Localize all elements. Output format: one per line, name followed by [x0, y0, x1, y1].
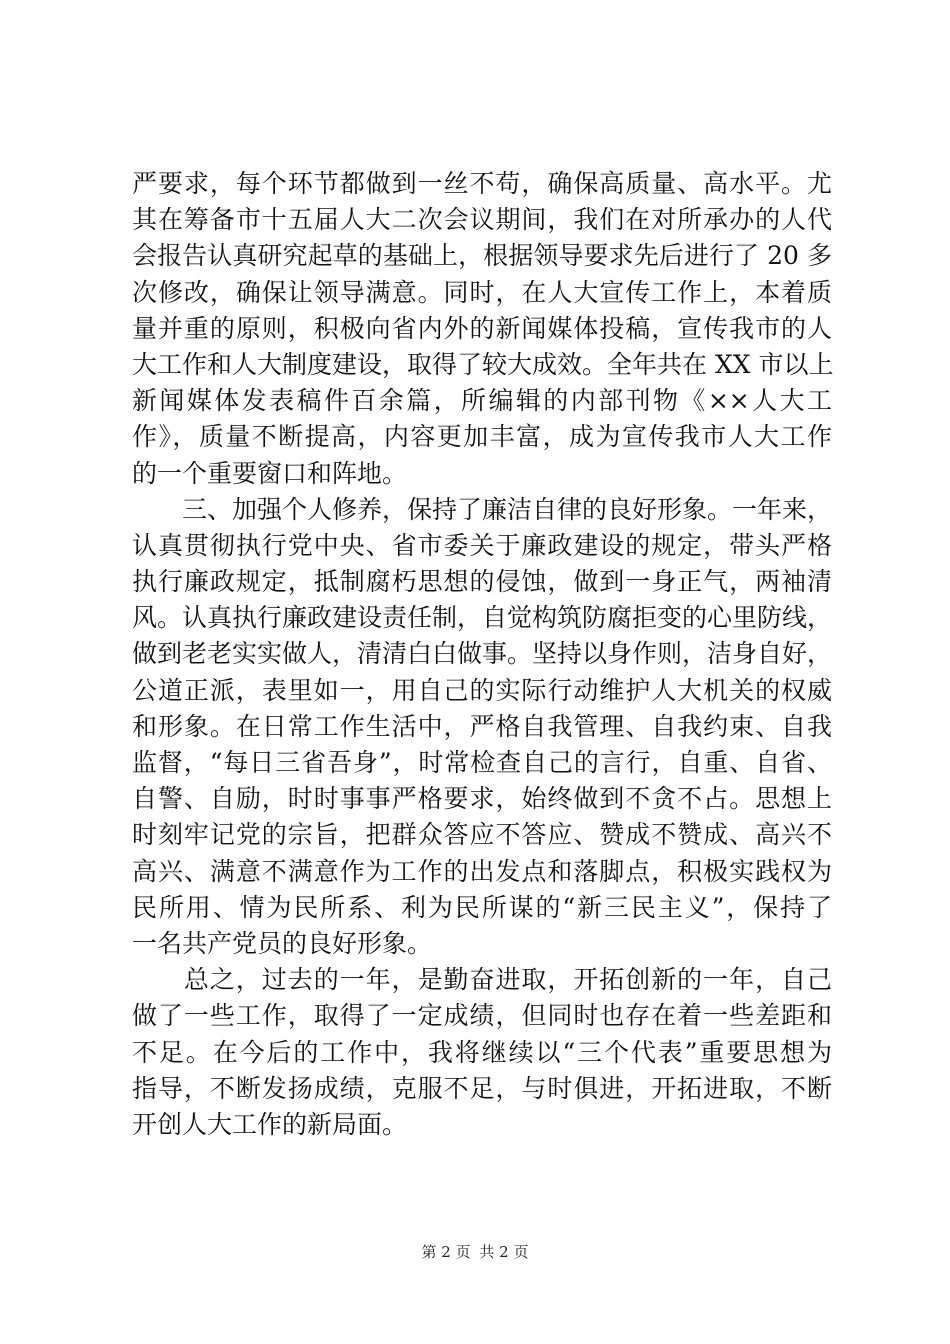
text-line: 风。认真执行廉政建设责任制，自觉构筑防腐拒变的心里防线， [132, 603, 833, 633]
text-line: 做到老老实实做人，清清白白做事。坚持以身作则，洁身自好， [132, 639, 833, 669]
text-line: 的一个重要窗口和阵地。 [132, 458, 408, 488]
text-line: 开创人大工作的新局面。 [132, 1109, 408, 1139]
text-line: 监督，“每日三省吾身”，时常检查自己的言行，自重、自省、 [132, 748, 832, 777]
text-line: 民所用、情为民所系、利为民所谋的“新三民主义”，保持了 [132, 892, 832, 922]
text-line: 时刻牢记党的宗旨，把群众答应不答应、赞成不赞成、高兴不 [132, 820, 832, 850]
text-line: 认真贯彻执行党中央、省市委关于廉政建设的规定，带头严格 [132, 530, 832, 560]
text-line: 会报告认真研究起草的基础上，根据领导要求先后进行了 20 多 [132, 241, 832, 271]
text-line: 大工作和人大制度建设，取得了较大成效。全年共在 XX 市以上 [132, 349, 834, 379]
text-line: 三、加强个人修养，保持了廉洁自律的良好形象。一年来， [132, 494, 833, 524]
text-line: 作》，质量不断提高，内容更加丰富，成为宣传我市人大工作 [132, 422, 832, 452]
page-total: 共 2 页 [479, 1243, 529, 1261]
text-line: 和形象。在日常工作生活中，严格自我管理、自我约束、自我 [132, 711, 832, 741]
text-line: 执行廉政规定，抵制腐朽思想的侵蚀，做到一身正气，两袖清 [132, 567, 832, 597]
text-line: 量并重的原则，积极向省内外的新闻媒体投稿，宣传我市的人 [132, 313, 832, 343]
text-line: 总之，过去的一年，是勤奋进取，开拓创新的一年，自己 [132, 965, 832, 995]
page-number: 第 2 页 [421, 1243, 471, 1261]
text-line: 严要求，每个环节都做到一丝不苟，确保高质量、高水平。尤 [132, 169, 832, 198]
text-line: 不足。在今后的工作中，我将继续以“三个代表”重要思想为 [132, 1037, 832, 1067]
text-line: 指导，不断发扬成绩，克服不足，与时俱进，开拓进取，不断 [132, 1073, 832, 1103]
text-line: 自警、自励，时时事事严格要求，始终做到不贪不占。思想上 [132, 784, 832, 814]
text-line: 一名共产党员的良好形象。 [132, 928, 433, 958]
text-line: 次修改，确保让领导满意。同时，在人大宣传工作上，本着质 [132, 277, 832, 307]
text-line: 公道正派，表里如一，用自己的实际行动维护人大机关的权威 [132, 675, 832, 705]
text-line: 做了一些工作，取得了一定成绩，但同时也存在着一些差距和 [132, 1001, 832, 1031]
text-line: 高兴、满意不满意作为工作的出发点和落脚点，积极实践权为 [132, 856, 832, 886]
page-footer [0, 1242, 950, 1262]
text-line: 新闻媒体发表稿件百余篇，所编辑的内部刊物《××人大工 [132, 386, 832, 416]
document-body [132, 166, 832, 1143]
text-line: 其在筹备市十五届人大二次会议期间，我们在对所承办的人代 [132, 205, 832, 235]
